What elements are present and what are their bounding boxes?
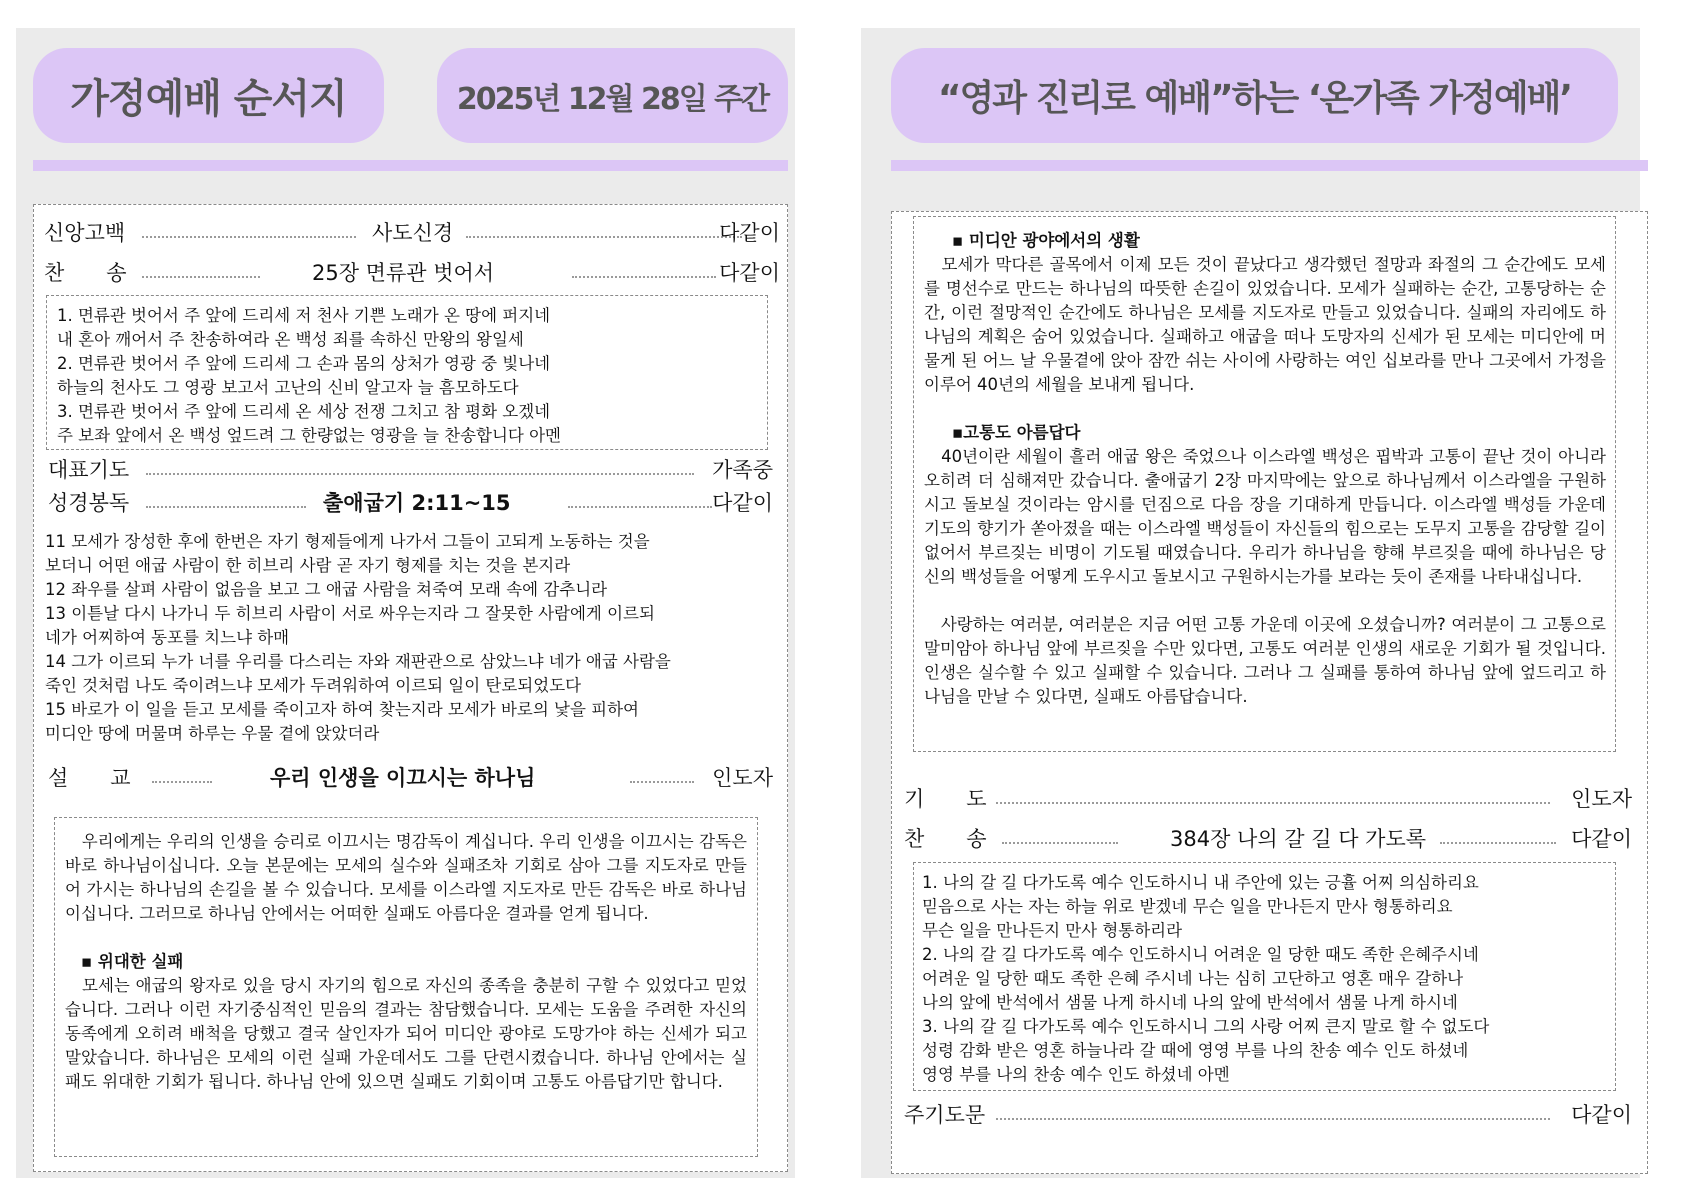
order-label: 설 교 [48, 766, 131, 790]
order-row-sermon [48, 763, 773, 793]
sermon-subheading: ▪ 미디안 광야에서의 생활 [952, 231, 1140, 250]
hymn-lyric-line: 3. 나의 갈 길 다가도록 예수 인도하시니 그의 사랑 어찌 큰지 말로 할 수 없도다 [922, 1017, 1490, 1036]
sermon-paragraph: 모세는 애굽의 왕자로 있을 당시 자기의 힘으로 자신의 종족을 충분히 구할 수 있었다고 믿었습니다. 그러나 이런 자기중심적인 믿음의 결과는 참담했습니다. 모세는 도움을 주려한 자신의 동족에게 오히려 배척을 당했고 결국 살인자가 되어 미디안 광야로 도망가야 하는 신세가 되고 말았습니다. 하나님은 모세의 이런 실패 가운데서도 그를 단련시켰습니다. 하나님 안에서는 실패도 위대한 기회가 됩니다. 하나님 안에 있으면 실패도 기회이며 고통도 아름답기만 합니다. [65, 976, 747, 1091]
hymn-lyric-line: 성령 감화 받은 영혼 하늘나라 갈 때에 영영 부를 나의 찬송 예수 인도 하셨네 [922, 1041, 1469, 1060]
order-label: 주기도문 [904, 1103, 986, 1127]
closing-hymn-lyrics-box [913, 862, 1616, 1091]
scripture-line: 네가 어찌하여 동포를 치느냐 하매 [45, 628, 290, 647]
order-content: 25장 면류관 벗어서 [312, 261, 495, 285]
order-leader: 다같이 [1571, 827, 1632, 851]
order-row-creed [44, 218, 780, 248]
hymn-lyric-line: 2. 나의 갈 길 다가도록 예수 인도하시니 어려운 일 당한 때도 족한 은혜주시네 [922, 945, 1479, 964]
hymn-lyric-line: 영영 부를 나의 찬송 예수 인도 하셨네 아멘 [922, 1065, 1230, 1084]
order-label: 대표기도 [48, 458, 130, 482]
order-row-lords-prayer [904, 1100, 1632, 1130]
order-row-leader-prayer [904, 784, 1632, 814]
left-title-divider [33, 160, 788, 171]
order-content: 사도신경 [372, 221, 454, 245]
sermon-box [54, 817, 758, 1157]
hymn-lyric-line: 주 보좌 앞에서 온 백성 엎드려 그 한량없는 영광을 늘 찬송합니다 아멘 [57, 426, 561, 445]
sermon-continued-box [913, 216, 1616, 752]
sermon-intro: 우리에게는 우리의 인생을 승리로 이끄시는 명감독이 계십니다. 우리 인생을 이끄시는 감독은 바로 하나님이십니다. 오늘 본문에는 모세의 실수와 실패조차 기회로 삼아 그를 지도자로 만들어 가시는 하나님의 손길을 볼 수 있습니다. 모세를 이스라엘 지도자로 만든 감독은 바로 하나님이십니다. 그러므로 하나님 안에서는 어떠한 실패도 아름다운 결과를 얻게 됩니다. [65, 832, 747, 923]
sermon-subheading: ▪ 위대한 실패 [81, 952, 184, 971]
order-leader: 가족중 [712, 458, 773, 482]
hymn-lyric-line: 내 혼아 깨어서 주 찬송하여라 온 백성 죄를 속하신 만왕의 왕일세 [57, 330, 524, 349]
scripture-line: 12 좌우를 살펴 사람이 없음을 보고 그 애굽 사람을 쳐죽여 모래 속에 감추니라 [45, 580, 608, 599]
order-row-prayer [48, 455, 773, 485]
scripture-line: 보더니 어떤 애굽 사람이 한 히브리 사람 곧 자기 형제를 치는 것을 본지라 [45, 556, 571, 575]
scripture-text [45, 530, 780, 746]
order-content: 384장 나의 갈 길 다 가도록 [1170, 827, 1427, 851]
order-leader: 다같이 [719, 221, 780, 245]
worship-motto-title: “영과 진리로 예배”하는 ‘온가족 가정예배’ [891, 48, 1618, 143]
sermon-paragraph: 40년이란 세월이 흘러 애굽 왕은 죽었으나 이스라엘 백성은 핍박과 고통이 끝난 것이 아니라 오히려 더 심해져만 갔습니다. 출애굽기 2장 마지막에는 앞으로 하나님께서 이스라엘을 구원하시고 돌보실 것이라는 암시를 던짐으로 다음 장을 기대하게 만듭니다. 이스라엘 백성들 가운데 기도의 향기가 쏟아졌을 때는 이스라엘 백성들이 자신들의 힘으로는 도무지 고통을 감당할 길이 없어서 부르짖는 비명이 기도될 때였습니다. 우리가 하나님을 향해 부르짖을 때에 하나님은 당신의 백성들을 어떻게 도우시고 돌보시고 구원하시는가를 보라는 듯이 존재를 나타내십니다. [924, 447, 1606, 586]
week-date: 2025년 12월 28일 주간 [437, 48, 788, 143]
order-content: 출애굽기 2:11~15 [323, 491, 511, 515]
order-leader: 다같이 [719, 261, 780, 285]
order-row-hymn [44, 258, 780, 288]
hymn-lyric-line: 1. 나의 갈 길 다가도록 예수 인도하시니 내 주안에 있는 긍휼 어찌 의심하리요 [922, 873, 1479, 892]
scripture-line: 15 바로가 이 일을 듣고 모세를 죽이고자 하여 찾는지라 모세가 바로의 낯을 피하여 [45, 700, 639, 719]
scripture-line: 죽인 것처럼 나도 죽이려느냐 모세가 두려워하여 이르되 일이 탄로되었도다 [45, 676, 582, 695]
sermon-closing: 사랑하는 여러분, 여러분은 지금 어떤 고통 가운데 이곳에 오셨습니까? 여러분이 그 고통으로 말미암아 하나님 앞에 부르짖을 수만 있다면, 고통도 여러분 인생의 새로운 기회가 될 것입니다. 인생은 실수할 수 있고 실패할 수 있습니다. 그러나 그 실패를 통하여 하나님 앞에 엎드리고 하나님을 만날 수 있다면, 실패도 아름답습니다. [924, 615, 1606, 706]
sermon-subheading: ▪고통도 아름답다 [952, 423, 1081, 442]
sermon-title: 우리 인생을 이끄시는 하나님 [270, 766, 536, 790]
order-leader: 다같이 [712, 491, 773, 515]
hymn-lyric-line: 하늘의 천사도 그 영광 보고서 고난의 신비 알고자 늘 흠모하도다 [57, 378, 519, 397]
hymn-lyric-line: 어려운 일 당한 때도 족한 은혜 주시네 나는 심히 고단하고 영혼 매우 갈하나 [922, 969, 1464, 988]
order-row-reading [48, 488, 773, 518]
hymn-lyrics-box [46, 295, 768, 450]
order-label: 성경봉독 [48, 491, 130, 515]
order-label: 신앙고백 [44, 221, 126, 245]
hymn-lyric-line: 1. 면류관 벗어서 주 앞에 드리세 저 천사 기쁜 노래가 온 땅에 퍼지네 [57, 306, 551, 325]
scripture-line: 11 모세가 장성한 후에 한번은 자기 형제들에게 나가서 그들이 고되게 노동하는 것을 [45, 532, 650, 551]
hymn-lyric-line: 2. 면류관 벗어서 주 앞에 드리세 그 손과 몸의 상처가 영광 중 빛나네 [57, 354, 551, 373]
order-row-closing-hymn [904, 824, 1632, 854]
sermon-paragraph: 모세가 막다른 골목에서 이제 모든 것이 끝났다고 생각했던 절망과 좌절의 그 순간에도 모세를 명선수로 만드는 하나님의 따뜻한 손길이 있었습니다. 모세가 실패하는 순간, 고통당하는 순간, 이런 절망적인 순간에도 하나님은 모세를 지도자로 만들고 있었습니다. 실패의 자리에도 하나님의 계획은 숨어 있었습니다. 실패하고 애굽을 떠나 도망자의 신세가 된 모세는 미디안에 머물게 된 어느 날 우물곁에 앉아 잠깐 쉬는 사이에 사랑하는 여인 십보라를 만나 그곳에서 가정을 이루어 40년의 세월을 보내게 됩니다. [924, 255, 1606, 394]
order-label: 기 도 [904, 787, 987, 811]
order-leader: 다같이 [1571, 1103, 1632, 1127]
hymn-lyric-line: 무슨 일을 만나든지 만사 형통하리라 [922, 921, 1183, 940]
scripture-line: 미디안 땅에 머물며 하루는 우물 곁에 앉았더라 [45, 724, 380, 743]
scripture-line: 13 이튿날 다시 나가니 두 히브리 사람이 서로 싸우는지라 그 잘못한 사람에게 이르되 [45, 604, 655, 623]
order-label: 찬 송 [44, 261, 127, 285]
order-leader: 인도자 [712, 766, 773, 790]
hymn-lyric-line: 믿음으로 사는 자는 하늘 위로 받겠네 무슨 일을 만나든지 만사 형통하리요 [922, 897, 1453, 916]
scripture-line: 14 그가 이르되 누가 너를 우리를 다스리는 자와 재판관으로 삼았느냐 네가 애굽 사람을 [45, 652, 671, 671]
order-leader: 인도자 [1571, 787, 1632, 811]
hymn-lyric-line: 나의 앞에 반석에서 샘물 나게 하시네 나의 앞에 반석에서 샘물 나게 하시네 [922, 993, 1458, 1012]
bulletin-title: 가정예배 순서지 [33, 48, 384, 143]
right-title-divider [891, 160, 1648, 171]
order-label: 찬 송 [904, 827, 987, 851]
hymn-lyric-line: 3. 면류관 벗어서 주 앞에 드리세 온 세상 전쟁 그치고 참 평화 오겠네 [57, 402, 551, 421]
